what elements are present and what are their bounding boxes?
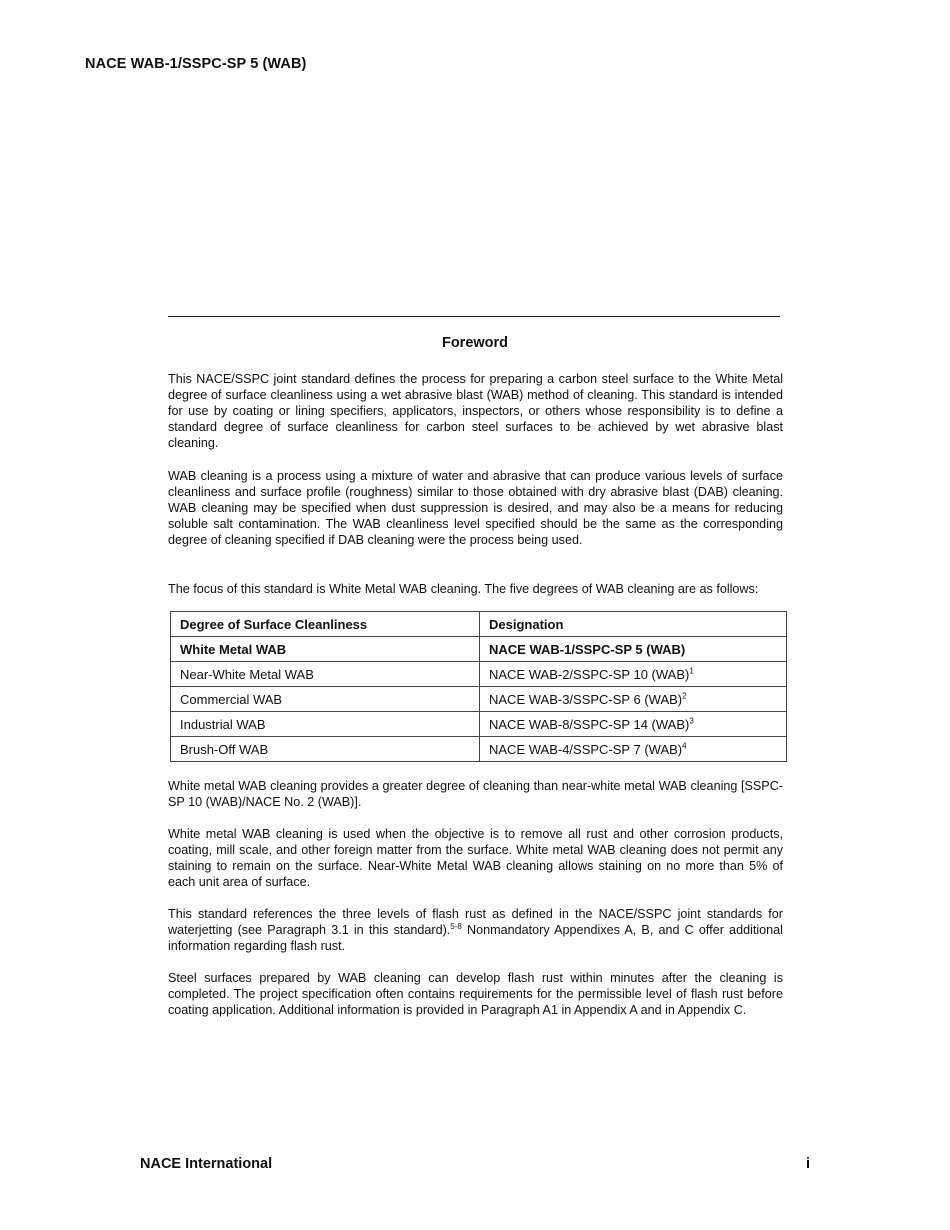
table-header-designation: Designation — [480, 612, 787, 637]
page-header-doc-id: NACE WAB-1/SSPC-SP 5 (WAB) — [85, 56, 307, 72]
reference-superscript: 4 — [682, 741, 687, 751]
designation-cell — [480, 662, 787, 687]
cleaning-degrees-table — [170, 611, 787, 762]
paragraph-6-text-b: Nonmandatory Appendixes A, B, and C offer additional information regarding flash rust. — [168, 923, 783, 953]
reference-superscript: 5-8 — [450, 921, 462, 931]
foreword-paragraph-3: The focus of this standard is White Metal WAB cleaning. The five degrees of WAB cleaning are as follows: — [168, 582, 759, 596]
designation-cell — [480, 637, 787, 662]
footer-page-number: i — [806, 1156, 811, 1172]
table-row — [171, 662, 787, 687]
foreword-paragraph-1: This NACE/SSPC joint standard defines the process for preparing a carbon steel surface to the White Metal degree of surface cleanliness using a wet abrasive blast (WAB) method of cleaning. This standard is intended for use by coating or lining specifiers, applicators, inspectors, or others whose responsibility is to define a standard degree of surface cleanliness for carbon steel surfaces to be achieved by wet abrasive blast cleaning. — [168, 372, 783, 450]
table-row — [171, 712, 787, 737]
degree-cell: Commercial WAB — [171, 687, 480, 712]
footer-publisher: NACE International — [140, 1156, 273, 1172]
table-row — [171, 687, 787, 712]
section-divider — [168, 316, 780, 317]
designation-text: NACE WAB-2/SSPC-SP 10 (WAB) — [489, 666, 690, 682]
table-header-degree: Degree of Surface Cleanliness — [171, 612, 480, 637]
designation-text: NACE WAB-1/SSPC-SP 5 (WAB) — [489, 641, 686, 657]
table-row — [171, 737, 787, 762]
reference-superscript: 1 — [689, 666, 694, 676]
designation-cell — [480, 687, 787, 712]
degree-cell: Near-White Metal WAB — [171, 662, 480, 687]
paragraph-6-text-a: This standard references the three levels of flash rust as defined in the NACE/SSPC joint standards for waterjetting (see Paragraph 3.1 in this standard). — [168, 907, 783, 937]
designation-text: NACE WAB-4/SSPC-SP 7 (WAB) — [489, 741, 683, 757]
foreword-paragraph-6 — [168, 906, 783, 954]
degree-cell: Brush-Off WAB — [171, 737, 480, 762]
foreword-title: Foreword — [441, 335, 509, 351]
table-row — [171, 637, 787, 662]
foreword-paragraph-5: White metal WAB cleaning is used when the objective is to remove all rust and other corrosion products, coating, mill scale, and other foreign matter from the surface. White metal WAB cleaning does not permit any staining to remain on the surface. Near-White Metal WAB cleaning allows staining on no more than 5% of each unit area of surface. — [168, 827, 783, 889]
designation-cell — [480, 737, 787, 762]
foreword-paragraph-2: WAB cleaning is a process using a mixture of water and abrasive that can produce various levels of surface cleanliness and surface profile (roughness) similar to those obtained with dry abrasive blast (DAB) cleaning. WAB cleaning may be specified when dust suppression is desired, and may also be a means for reducing soluble salt contamination. The WAB cleanliness level specified should be the same as the corresponding degree of cleaning specified if DAB cleaning were the process being used. — [168, 469, 783, 547]
reference-superscript: 2 — [682, 691, 687, 701]
degree-cell: Industrial WAB — [171, 712, 480, 737]
reference-superscript: 3 — [689, 716, 694, 726]
designation-text: NACE WAB-8/SSPC-SP 14 (WAB) — [489, 716, 690, 732]
designation-cell — [480, 712, 787, 737]
designation-text: NACE WAB-3/SSPC-SP 6 (WAB) — [489, 691, 683, 707]
table-header-row — [171, 612, 787, 637]
degree-cell: White Metal WAB — [171, 637, 480, 662]
foreword-paragraph-7: Steel surfaces prepared by WAB cleaning can develop flash rust within minutes after the cleaning is completed. The project specification often contains requirements for the permissible level of flash rust before coating application. Additional information is provided in Paragraph A1 in Appendix A and in Appendix C. — [168, 971, 783, 1017]
foreword-paragraph-4: White metal WAB cleaning provides a greater degree of cleaning than near-white metal WAB cleaning [SSPC-SP 10 (WAB)/NACE No. 2 (WAB)]. — [168, 779, 783, 809]
